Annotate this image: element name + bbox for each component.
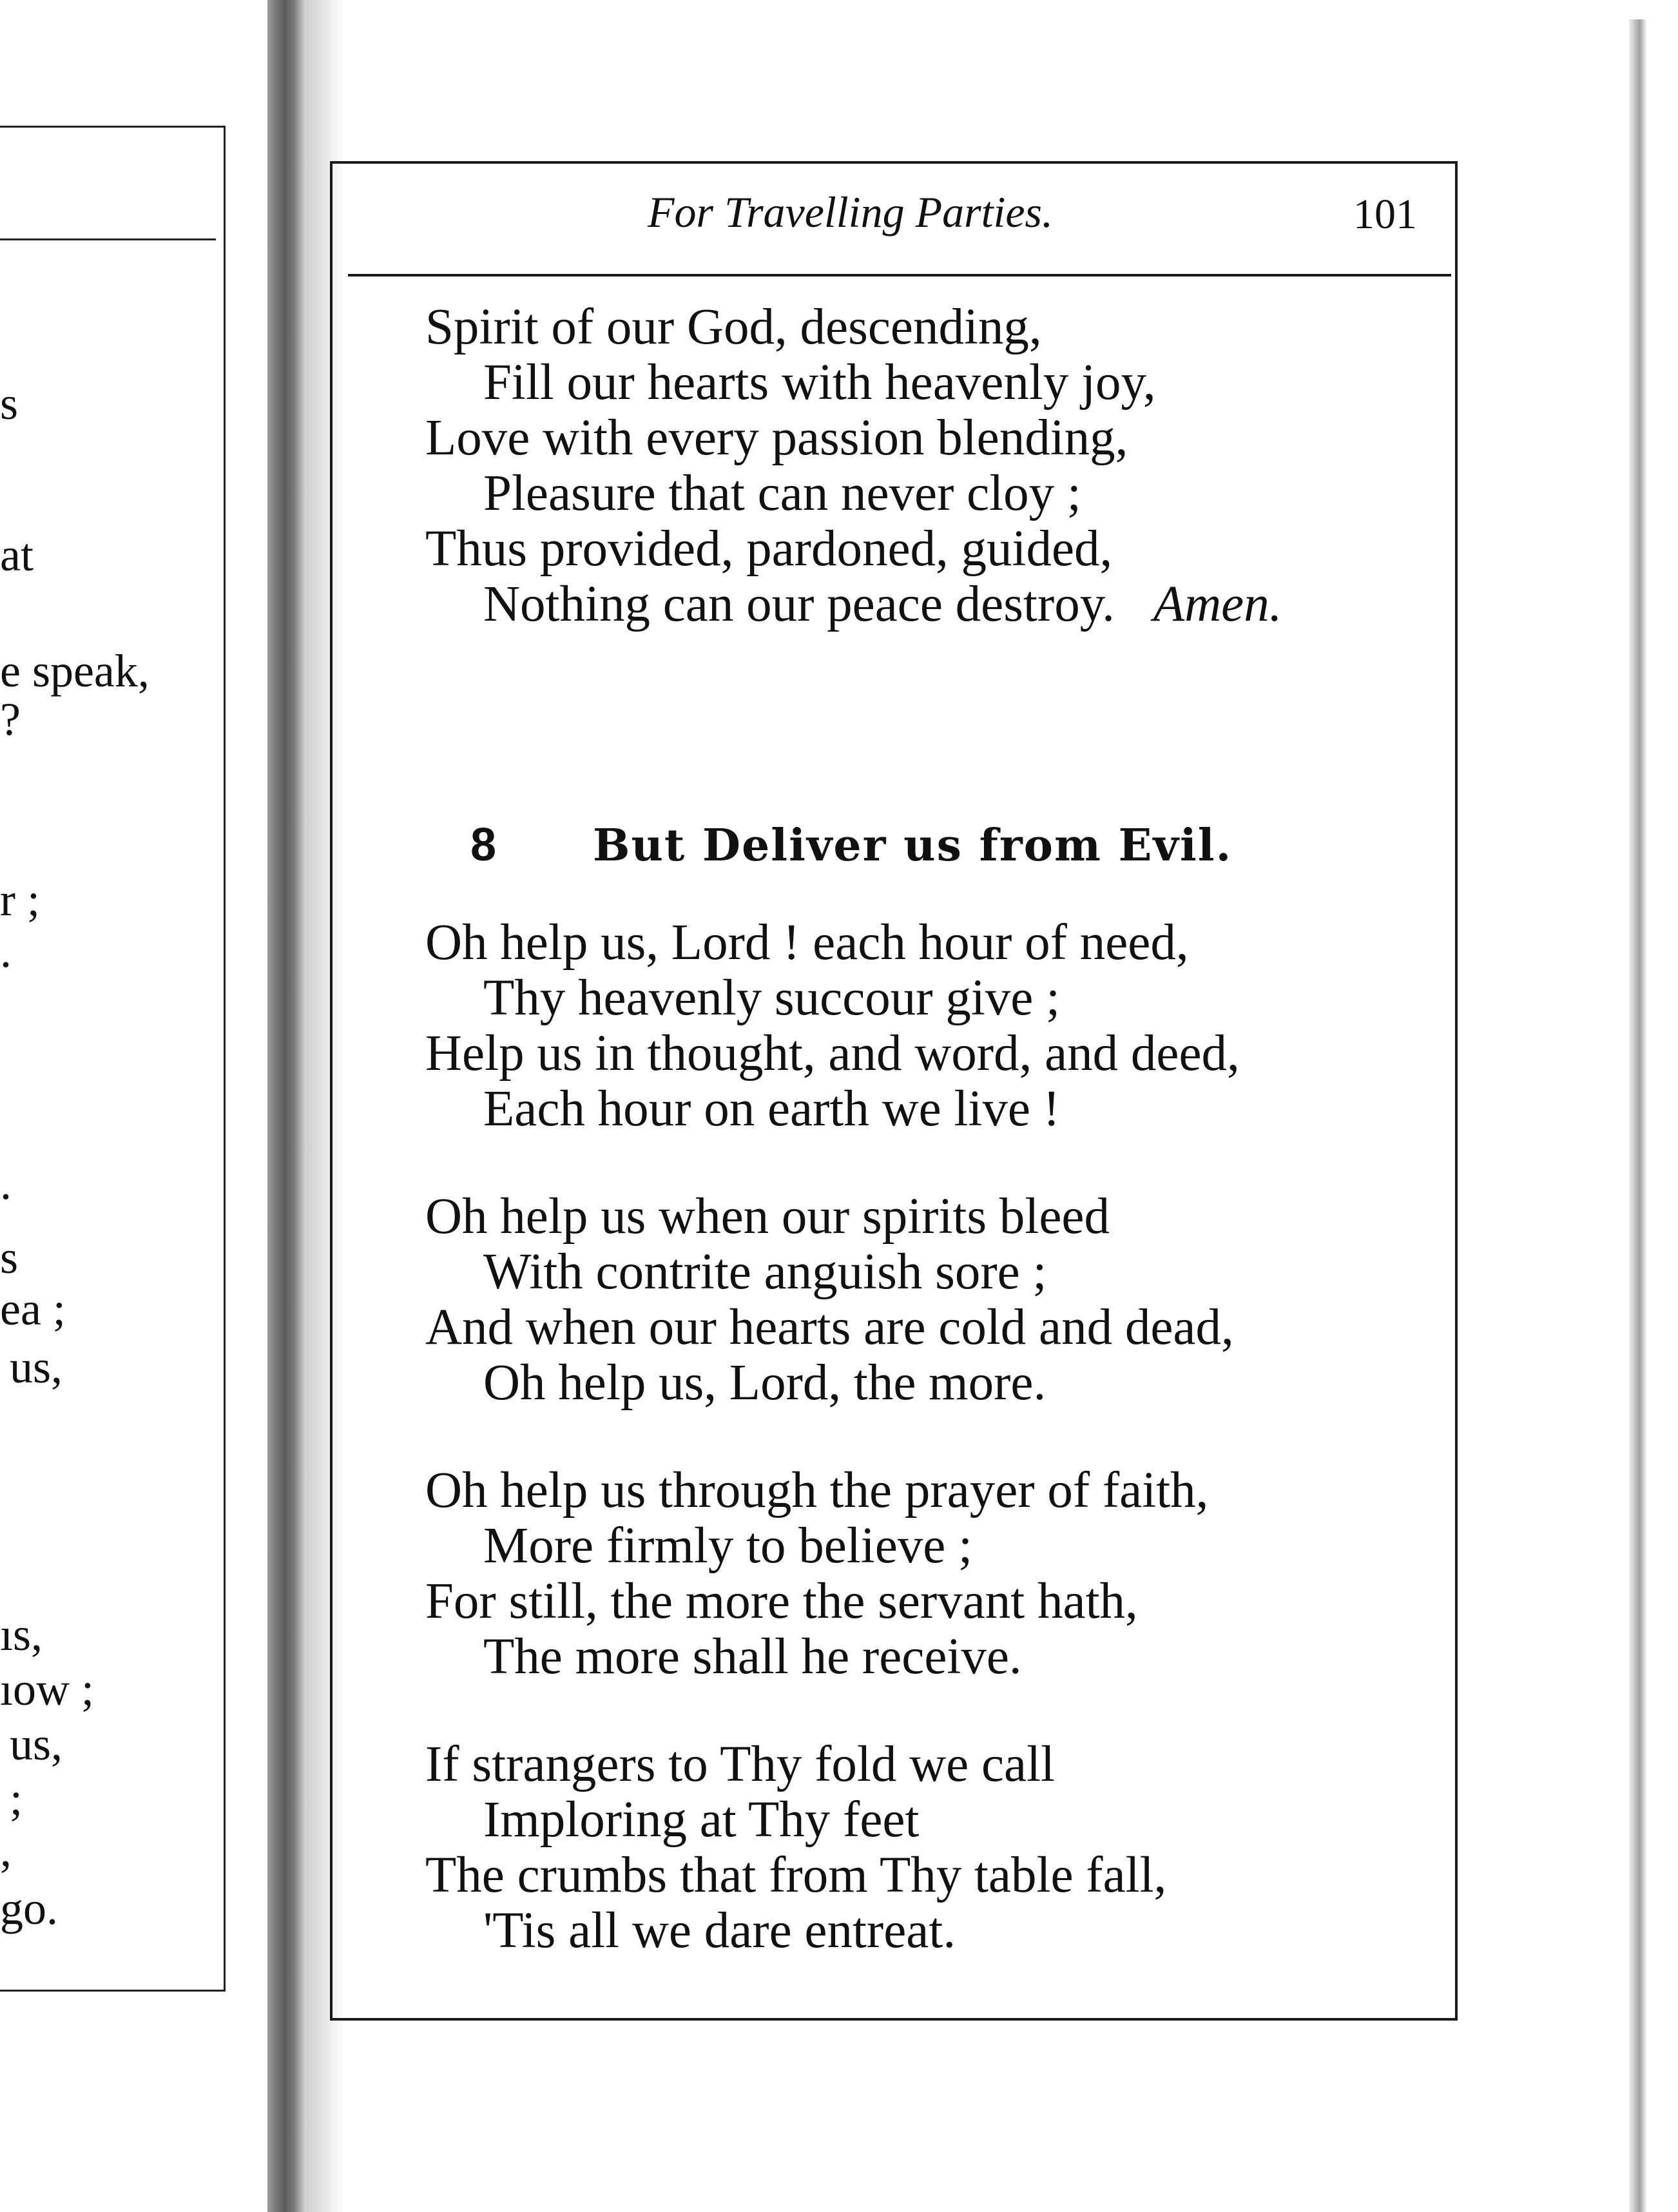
verse-line: If strangers to Thy fold we call bbox=[425, 1736, 1055, 1792]
verse-line: Spirit of our God, descending, bbox=[425, 299, 1042, 355]
verse-line: The crumbs that from Thy table fall, bbox=[425, 1847, 1167, 1903]
verse-line: Help us in thought, and word, and deed, bbox=[425, 1025, 1240, 1082]
verse-line: Love with every passion blending, bbox=[425, 410, 1128, 466]
left-fragment: e speak, bbox=[0, 645, 149, 697]
previous-hymn-stanza bbox=[425, 300, 1282, 632]
page-number: 101 bbox=[1353, 191, 1417, 238]
hymn-stanza-2 bbox=[425, 1189, 1234, 1411]
left-fragment: us, bbox=[10, 1341, 63, 1393]
verse-line: The more shall he receive. bbox=[483, 1629, 1022, 1685]
left-facing-page bbox=[0, 0, 267, 2212]
left-fragment: ıs, bbox=[0, 1609, 43, 1660]
hymn-title: But Deliver us from Evil. bbox=[593, 820, 1233, 871]
verse-line: Each hour on earth we live ! bbox=[483, 1081, 1060, 1137]
verse-line: With contrite anguish sore ; bbox=[483, 1244, 1047, 1300]
page-edge bbox=[1629, 19, 1647, 2212]
verse-line: Oh help us through the prayer of faith, bbox=[425, 1462, 1209, 1518]
left-fragment: r ; bbox=[0, 874, 40, 926]
left-fragment: . bbox=[0, 926, 12, 977]
left-fragment: ıow ; bbox=[0, 1664, 95, 1715]
header-rule bbox=[348, 274, 1451, 276]
left-fragment: s bbox=[0, 1232, 19, 1283]
verse-line: Imploring at Thy feet bbox=[483, 1792, 920, 1848]
left-fragment: ? bbox=[0, 694, 21, 745]
verse-line-text: Nothing can our peace destroy. bbox=[483, 576, 1115, 632]
hymn-number: 8 bbox=[470, 819, 497, 871]
verse-line: More firmly to believe ; bbox=[483, 1518, 973, 1574]
running-head: For Travelling Parties. bbox=[648, 188, 1053, 237]
verse-line: For still, the more the servant hath, bbox=[425, 1573, 1138, 1629]
book-gutter bbox=[267, 0, 306, 2212]
verse-line: Oh help us when our spirits bleed bbox=[425, 1188, 1110, 1245]
verse-line-final bbox=[425, 577, 1282, 632]
verse-line: 'Tis all we dare entreat. bbox=[483, 1903, 956, 1959]
hymn-stanza-4 bbox=[425, 1737, 1166, 1959]
verse-line: Thus provided, pardoned, guided, bbox=[425, 521, 1113, 577]
hymn-stanza-3 bbox=[425, 1463, 1208, 1685]
left-fragment: . bbox=[0, 1158, 12, 1209]
left-fragment: at bbox=[0, 529, 34, 581]
left-fragment: s bbox=[0, 378, 19, 429]
verse-line: And when our hearts are cold and dead, bbox=[425, 1299, 1234, 1355]
amen: Amen. bbox=[1153, 576, 1282, 632]
hymn-stanza-1 bbox=[425, 915, 1240, 1137]
verse-line: Pleasure that can never cloy ; bbox=[483, 465, 1081, 521]
verse-line: Thy heavenly succour give ; bbox=[483, 970, 1061, 1026]
verse-line: Oh help us, Lord ! each hour of need, bbox=[425, 915, 1189, 971]
left-fragment: go. bbox=[0, 1883, 58, 1934]
left-page-header-rule bbox=[0, 238, 216, 240]
left-fragment: ea ; bbox=[0, 1283, 66, 1335]
left-fragment: us, bbox=[10, 1718, 63, 1770]
left-fragment: , bbox=[0, 1825, 12, 1876]
verse-line: Fill our hearts with heavenly joy, bbox=[483, 354, 1156, 411]
left-fragment: ; bbox=[10, 1773, 23, 1825]
verse-line: Oh help us, Lord, the more. bbox=[483, 1355, 1046, 1411]
